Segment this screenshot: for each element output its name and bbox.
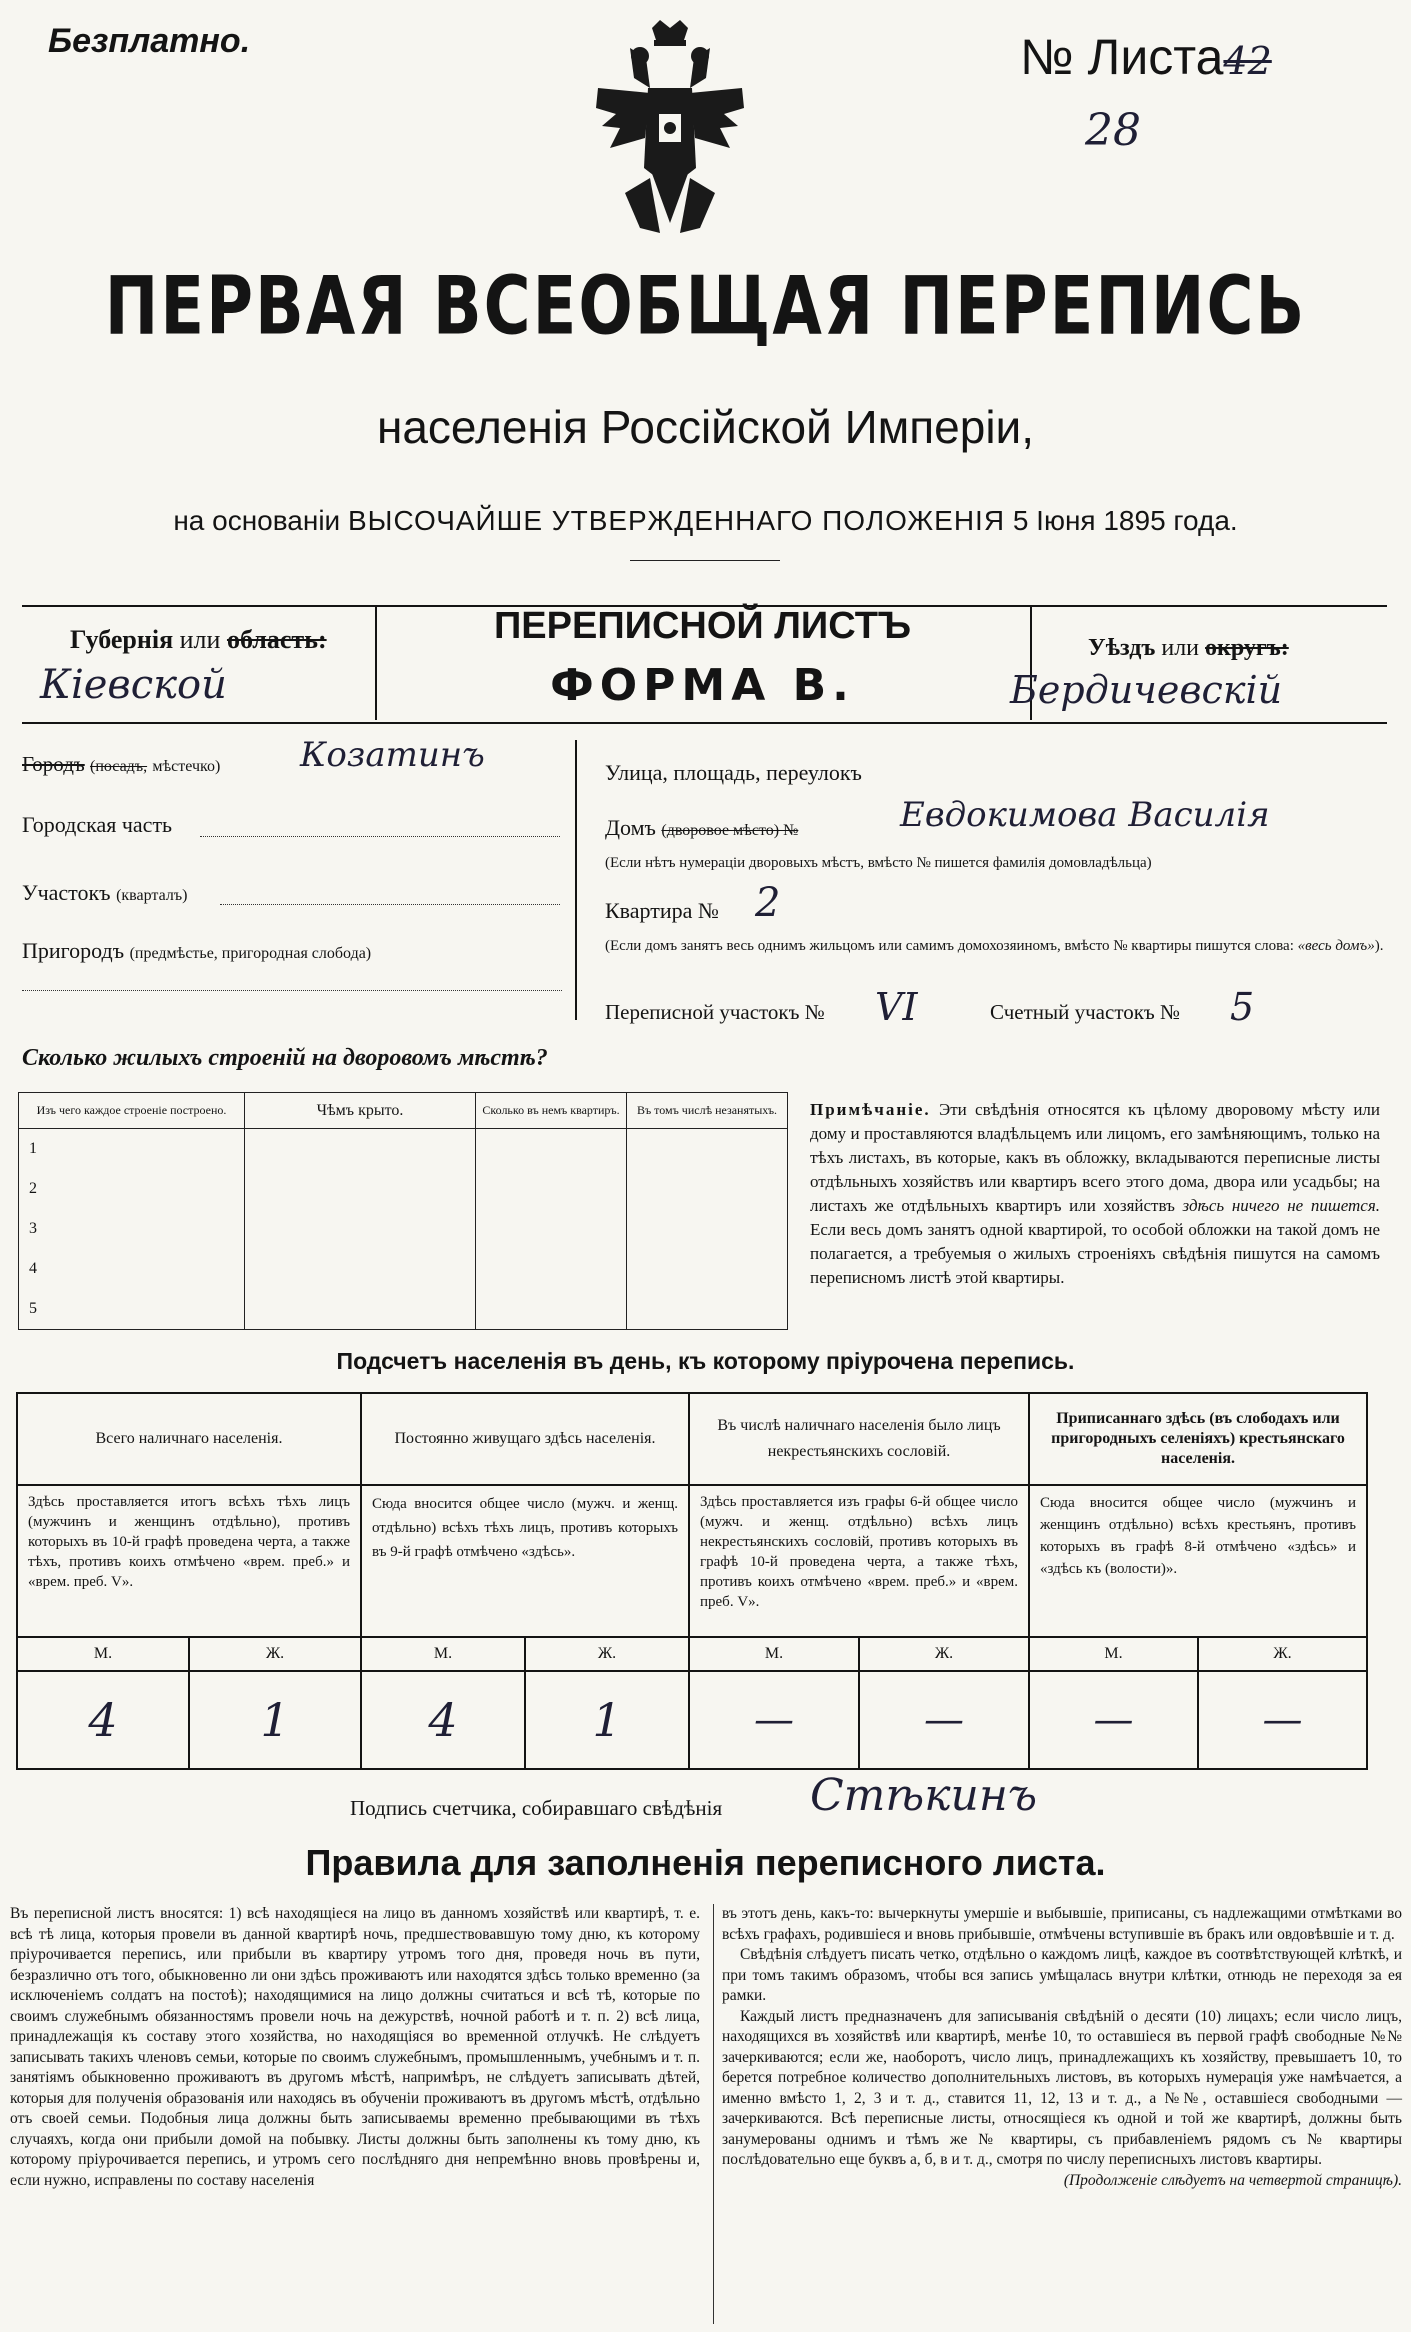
pop-m-label: М. [361,1637,525,1671]
note-text-2: Если весь домъ занятъ одной квартирой, то особой обложки на такой домъ не полагается, а требуемыя о жилыхъ строеніяхъ свѣдѣнія пишутся на самомъ переписномъ листѣ этой квартиры. [810,1220,1380,1287]
basis-prefix: на основаніи [173,505,341,536]
house-crossed: (дворовое мѣсто) № [661,822,799,839]
buildings-cell [476,1289,627,1330]
pop-f-label: Ж. [1198,1637,1367,1671]
buildings-cell [245,1209,476,1249]
house-row [605,815,798,841]
suburb-label: Пригородъ [22,938,125,963]
rules-right-para-1: въ этотъ день, какъ-то: вычеркнуты умершіе и выбывшіе, приписаны, съ надлежащими отмѣтками во всѣхъ графахъ, родившіеся и вновь прибывшіе, отмѣчены вступившіе въ бракъ или овдовѣвшіе и т. д. [722,1905,1402,1943]
uezd-label-text: Уѣздъ [1088,635,1156,661]
city-row [22,752,572,777]
rules-right-para-2: Свѣдѣнія слѣдуетъ писать четко, отдѣльно о каждомъ лицѣ, каждое въ соотвѣтствующей клѣткѣ, и при томъ такимъ образомъ, чтобы вся запись умѣщалась внутри клѣтки, отнюдь не переходя за ея рамки. [722,1946,1402,2004]
uezd-label [1088,635,1289,662]
pop-m-label: М. [689,1637,859,1671]
buildings-cell [245,1249,476,1289]
pop-m-label: М. [1029,1637,1198,1671]
buildings-question: Сколько жилыхъ строеній на дворовомъ мѣстѣ? [22,1045,548,1071]
pop-f-label: Ж. [525,1637,689,1671]
buildings-cell [476,1129,627,1170]
gubernia-oblast: область: [226,625,327,654]
basis-date: 5 Іюня 1895 года. [1012,505,1238,536]
house-value: Евдокимова Василія [900,795,1270,835]
house-note: (Если нѣтъ нумераціи дворовыхъ мѣстъ, вмѣсто № пишется фамилія домовладѣльца) [605,855,1152,871]
free-label: Безплатно. [48,22,251,60]
city-label: Городъ [22,752,85,776]
pop-head-nonpeasant: Въ числѣ наличнаго населенія было лицъ некрестьянскихъ сословій. [689,1393,1029,1485]
buildings-cell [627,1169,788,1209]
count-area-label: Счетный участокъ № [990,1000,1181,1024]
pop-head-permanent: Постоянно живущаго здѣсь населенія. [361,1393,689,1485]
pop-nonpeasant-f-value: — [859,1671,1029,1769]
pop-permanent-m-value: 4 [361,1671,525,1769]
population-table [16,1392,1368,1770]
gubernia-value: Кіевской [40,662,227,708]
uezd-okrug: округъ: [1205,635,1289,661]
sub-title: населенія Россійской Имперіи, [376,401,1035,453]
apt-note-italic: «весь домъ» [1297,938,1375,954]
location-divider [575,740,577,1020]
note-text: Эти свѣдѣнія относятся къ цѣлому дворовому мѣсту или дому и проставляются владѣльцемъ или лицомъ, его замѣняющимъ, только на тѣхъ листахъ, въ которые, какъ въ обложку, вкладываются переписные листы отдѣльныхъ хозяйствъ или квартиръ всего этого дома, двора или усадьбы; на листахъ же отдѣльныхъ квартиръ или хозяйствъ [810,1100,1380,1215]
note-text-italic: здѣсь ничего не пишется. [1182,1196,1380,1215]
uchastok-line [220,904,560,905]
buildings-cell [476,1209,627,1249]
gubernia-label-text: Губернія [70,625,174,654]
census-area-label: Переписной участокъ № [605,1000,825,1024]
pop-m-label: М. [17,1637,189,1671]
basis-caps: ВЫСОЧАЙШЕ УТВЕРЖДЕННАГО ПОЛОЖЕНІЯ [347,505,1006,536]
uchastok-sub: (кварталъ) [116,887,188,904]
rules-continued: (Продолженіе слѣдуетъ на четвертой страницѣ). [1063,2171,1402,2189]
uezd-or: или [1161,635,1200,661]
buildings-cell [627,1209,788,1249]
suburb-sub: (предмѣстье, пригородная слобода) [129,945,372,962]
buildings-cell [627,1289,788,1330]
uchastok-row [22,880,187,906]
rules-right-para-3: Каждый листъ предназначенъ для записыванія свѣдѣній о десяти (10) лицахъ; если число лицъ, находящихся въ хозяйствѣ или квартирѣ, менѣе 10, то оставшіеся въ первой графѣ свободные №№ зачеркиваются; если же, наоборотъ, число лицъ, принадлежащихъ къ хозяйству, превышаетъ 10, то берется потребное количество дополнительныхъ листовъ, въ которыхъ нумерація уже намѣчается, а именно вмѣсто 1, 2, 3 и т. д., ставится 11, 12, 13 и т. д., а №№, оставшіеся свободными — зачеркиваются. Всѣ переписные листы, относящіеся къ одной и той же квартирѣ, должны быть занумерованы однимъ и тѣмъ же № квартиры, съ прибавленіемъ рядомъ съ № квартиры послѣдовательно еще буквъ а, б, в и т. д., смотря по числу переписныхъ листовъ квартиры. [722,2007,1402,2168]
uchastok-label: Участокъ [22,880,111,905]
rules-column-divider [713,1904,714,2324]
suburb-row [22,938,371,964]
posad-label: (посадъ, [89,758,148,775]
apt-value: 2 [755,880,781,926]
pop-desc-nonpeasant: Здѣсь проставляется изъ графы 6-й общее число (мужч. и женщ. отдѣльно) всѣхъ лицъ некрестьянскихъ сословій, противъ которыхъ въ графѣ 10-й проведена черта, а также тѣхъ, противъ коихъ отмѣчено «врем. преб.» и «врем. преб. V». [689,1485,1029,1637]
gubernia-label [70,625,327,655]
buildings-header-vacant: Въ томъ числѣ незанятыхъ. [627,1093,788,1129]
pop-total-f-value: 1 [189,1671,361,1769]
sheet-number-value: 42 [1223,39,1272,83]
census-area-value: VI [875,985,918,1029]
district-line [200,836,560,837]
basis-line [0,505,1411,537]
apt-note [605,936,1385,956]
sheet-number-label: № Листа [1020,29,1224,85]
buildings-row-number: 1 [19,1129,245,1170]
pop-f-label: Ж. [859,1637,1029,1671]
pop-permanent-f-value: 1 [525,1671,689,1769]
suburb-line [22,990,562,991]
buildings-cell [245,1129,476,1170]
pop-desc-total: Здѣсь проставляется итогъ всѣхъ тѣхъ лицъ (мужчинъ и женщинъ отдѣльно), противъ которыхъ въ 10-й графѣ проведена черта, а также тѣхъ, противъ коихъ отмѣчено «врем. преб.» и «врем. преб. V». [17,1485,361,1637]
buildings-row-number: 2 [19,1169,245,1209]
pop-peasant-m-value: — [1029,1671,1198,1769]
house-label: Домъ [605,815,656,840]
pop-nonpeasant-m-value: — [689,1671,859,1769]
street-label: Улица, площадь, переулокъ [605,760,862,785]
note-block [810,1098,1380,1290]
buildings-header-roof: Чѣмъ крыто. [245,1093,476,1129]
population-title: Подсчетъ населенія въ день, къ которому пріурочена перепись. [336,1348,1075,1374]
buildings-cell [476,1249,627,1289]
note-label: Примѣчаніе. [810,1100,931,1119]
uezd-value: Бердичевскій [1010,668,1283,712]
signature-value: Стѣкинъ [810,1770,1038,1821]
buildings-table [18,1092,788,1330]
rules-right-column [722,1904,1402,2191]
buildings-cell [476,1169,627,1209]
signature-label: Подпись счетчика, собиравшаго свѣдѣнія [350,1796,723,1820]
main-title: ПЕРВАЯ ВСЕОБЩАЯ ПЕРЕПИСЬ [104,260,1307,354]
count-area-value: 5 [1230,985,1255,1029]
buildings-header-material: Изъ чего каждое строеніе построено. [19,1093,245,1129]
pop-total-m-value: 4 [17,1671,189,1769]
mestechko-label: мѣстечко) [152,758,221,775]
gubernia-or: или [179,625,221,654]
list-title: ПЕРЕПИСНОЙ ЛИСТЪ [493,605,912,647]
buildings-cell [627,1249,788,1289]
pop-peasant-f-value: — [1198,1671,1367,1769]
eagle-emblem-icon [590,18,750,243]
district-label: Городская часть [22,812,173,837]
rules-title: Правила для заполненія переписного листа. [305,1842,1106,1883]
buildings-row-number: 3 [19,1209,245,1249]
buildings-cell [245,1169,476,1209]
apt-note-end: ). [1374,938,1384,954]
pop-head-peasant: Приписаннаго здѣсь (въ слободахъ или пригородныхъ селеніяхъ) крестьянскаго населенія. [1029,1393,1367,1485]
form-title: ФОРМА В. [550,660,855,711]
apt-note-text: (Если домъ занятъ весь однимъ жильцомъ или самимъ домохозяиномъ, вмѣсто № квартиры пишутся слова: [605,938,1294,954]
rules-left-column: Въ переписной листъ вносятся: 1) всѣ находящіеся на лицо въ данномъ хозяйствѣ или квартирѣ, т. е. всѣ тѣ лица, которыя провели въ данной квартирѣ ночь, предшествовавшую тому дню, къ которому пріурочивается перепись, или прибыли въ квартиру утромъ того дня, проведя ночь въ пути, безразлично отъ того, обыкновенно ли они здѣсь проживаютъ или находятся здѣсь только временно (за исключеніемъ солдатъ на постоѣ); находящимися на лицо должны считаться и всѣ тѣ, которые по своимъ служебнымъ обязанностямъ провели ночь на дежурствѣ, ночной работѣ и т. п. 2) всѣ лица, принадлежащія къ составу этого хозяйства, но находящіяся во временной отлучкѣ. Не слѣдуетъ записывать такихъ членовъ семьи, которые по своимъ служебнымъ, промышленнымъ, учебнымъ и т. п. занятіямъ обыкновенно проживаютъ въ другомъ мѣстѣ, напримѣръ, не слѣдуетъ записывать дѣтей, которыя для полученія образованія или находясь въ обученіи проживаютъ въ другомъ мѣстѣ, отдѣльно отъ своей семьи. Подобныя лица должны быть записываемы временно пребывающими въ тѣхъ случаяхъ, когда они прибыли домой на побывку. Листы должны быть заполнены къ тому дню, къ которому пріурочивается перепись, и утромъ сего послѣдняго дня непремѣнно вновь провѣрены и, если нужно, исправлены по составу населенія [10,1905,700,2189]
divider [630,560,780,561]
sheet-number [1020,28,1272,86]
pop-desc-permanent: Сюда вносится общее число (мужч. и женщ. отдѣльно) всѣхъ тѣхъ лицъ, противъ которыхъ въ 9-й графѣ отмѣчено «здѣсь». [361,1485,689,1637]
pop-f-label: Ж. [189,1637,361,1671]
buildings-row-number: 5 [19,1289,245,1330]
buildings-cell [245,1289,476,1330]
buildings-header-apts: Сколько въ немъ квартиръ. [476,1093,627,1129]
apt-label: Квартира № [605,898,719,923]
buildings-row-number: 4 [19,1249,245,1289]
buildings-cell [627,1129,788,1170]
city-value: Козатинъ [300,735,485,775]
pop-head-total: Всего наличнаго населенія. [17,1393,361,1485]
pop-desc-peasant: Сюда вносится общее число (мужчинъ и женщинъ отдѣльно) всѣхъ крестьянъ, противъ которыхъ въ графѣ 8-й отмѣчено «здѣсь» и «здѣсь къ (волости)». [1029,1485,1367,1637]
sheet-handwritten: 28 [1085,105,1141,156]
